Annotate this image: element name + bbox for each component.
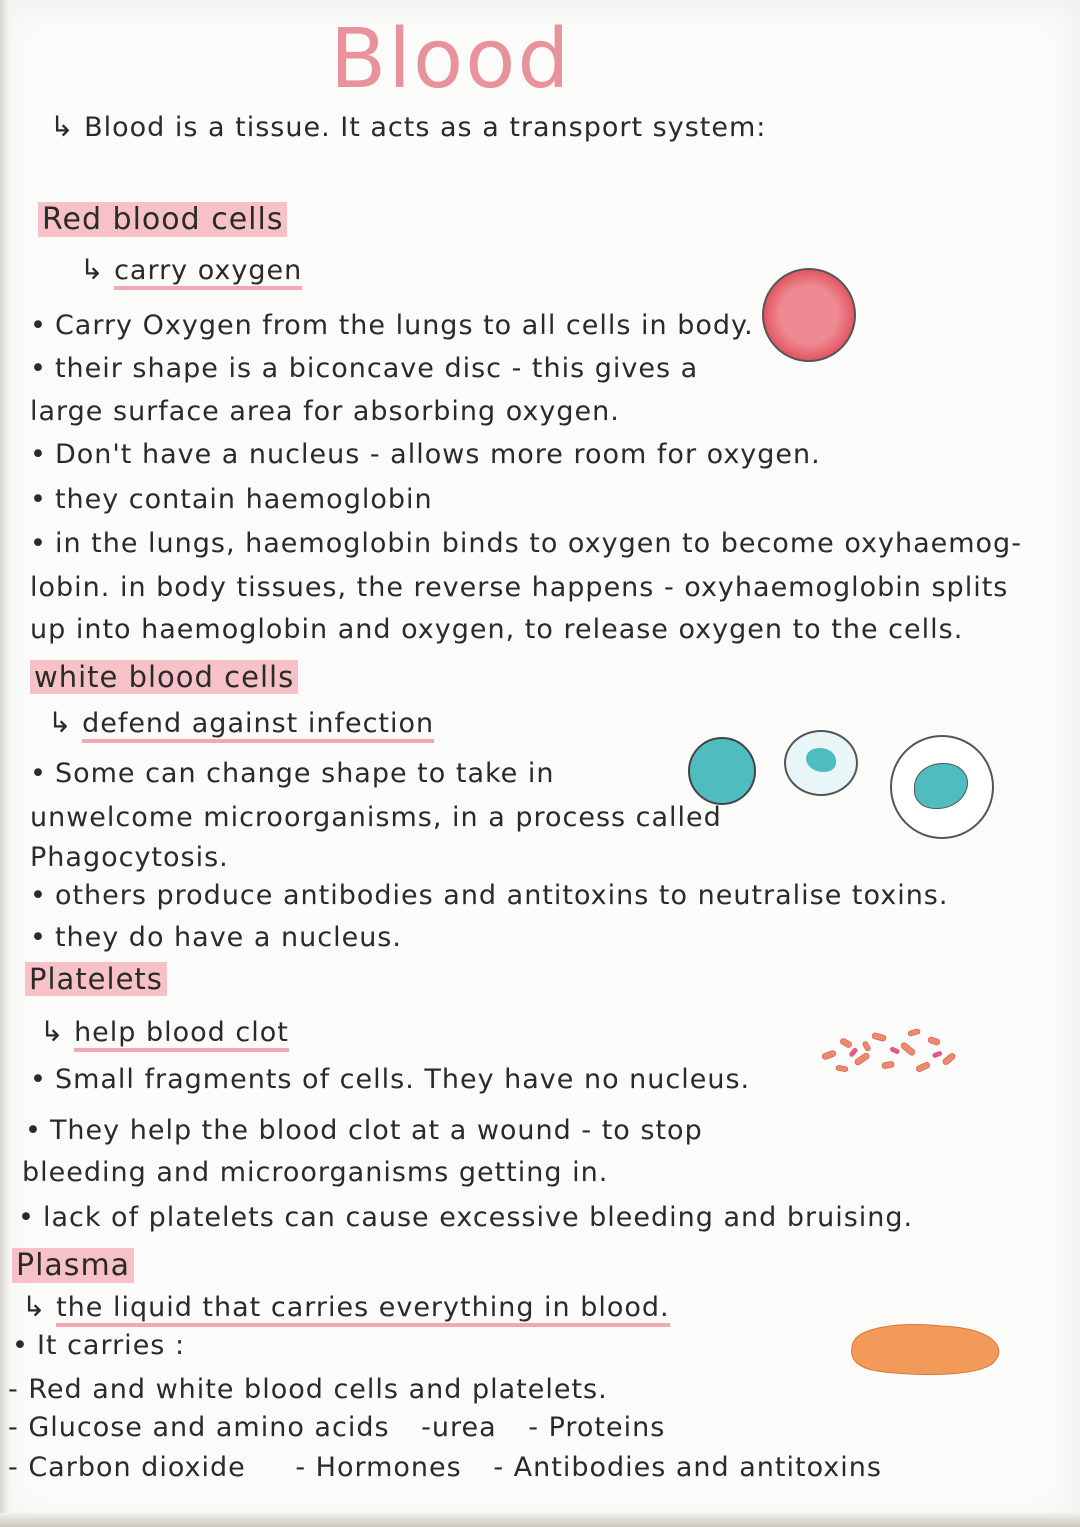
- red-heading: [38, 202, 287, 237]
- page-title: Blood: [330, 12, 572, 107]
- plasma-co2: - Carbon dioxide: [8, 1452, 246, 1483]
- hook-arrow-icon: ↳: [40, 1015, 65, 1048]
- white-cell-lobed-icon: [784, 730, 858, 796]
- page-left-edge: [0, 0, 10, 1527]
- hook-arrow-icon: ↳: [50, 110, 75, 143]
- plasma-antibodies: - Antibodies and antitoxins: [493, 1452, 882, 1483]
- platelets-cluster-icon: [812, 1022, 972, 1084]
- intro-text: Blood is a tissue. It acts as a transport system:: [84, 112, 767, 143]
- white-line-4: • others produce antibodies and antitoxins to neutralise toxins.: [30, 880, 948, 911]
- plasma-line-1: • It carries :: [12, 1330, 185, 1361]
- page-bottom-edge: [0, 1513, 1080, 1527]
- platelets-sub: [40, 1015, 289, 1048]
- red-line-2: • their shape is a biconcave disc - this gives a: [30, 353, 698, 384]
- red-line-5: • they contain haemoglobin: [30, 484, 433, 515]
- plasma-heading: [12, 1248, 134, 1283]
- plasma-heading-text: Plasma: [12, 1248, 134, 1283]
- platelets-heading-text: Platelets: [25, 962, 167, 996]
- white-line-3: Phagocytosis.: [30, 842, 229, 873]
- red-blood-cell-icon: [762, 268, 856, 362]
- plasma-glucose: - Glucose and amino acids: [8, 1412, 390, 1443]
- white-heading-text: white blood cells: [30, 660, 298, 694]
- red-heading-text: Red blood cells: [38, 202, 287, 237]
- white-cell-round-icon: [688, 737, 756, 805]
- hook-arrow-icon: ↳: [48, 706, 73, 739]
- plasma-proteins: - Proteins: [528, 1412, 666, 1443]
- platelets-line-3: bleeding and microorganisms getting in.: [22, 1157, 609, 1188]
- plasma-blob-icon: [842, 1318, 1012, 1380]
- platelets-heading: [25, 962, 167, 996]
- white-line-5: • they do have a nucleus.: [30, 922, 402, 953]
- platelets-line-4: • lack of platelets can cause excessive bleeding and bruising.: [18, 1202, 913, 1233]
- platelets-sub-text: help blood clot: [74, 1017, 289, 1052]
- red-line-6: • in the lungs, haemoglobin binds to oxygen to become oxyhaemog-: [30, 528, 1022, 559]
- white-heading: [30, 660, 298, 694]
- red-line-3: large surface area for absorbing oxygen.: [30, 396, 620, 427]
- red-line-7: lobin. in body tissues, the reverse happens - oxyhaemoglobin splits: [30, 572, 1009, 603]
- plasma-line-4: [8, 1452, 882, 1483]
- white-cell-ring-icon: [890, 735, 994, 839]
- plasma-hormones: - Hormones: [295, 1452, 462, 1483]
- intro-line: [50, 110, 766, 143]
- white-sub: [48, 706, 434, 739]
- hook-arrow-icon: ↳: [22, 1290, 47, 1323]
- hook-arrow-icon: ↳: [80, 253, 105, 286]
- red-line-4: • Don't have a nucleus - allows more room for oxygen.: [30, 439, 821, 470]
- plasma-sub-text: the liquid that carries everything in blood.: [56, 1292, 670, 1327]
- plasma-line-3: [8, 1412, 665, 1443]
- platelets-line-1: • Small fragments of cells. They have no nucleus.: [30, 1064, 750, 1095]
- plasma-urea: -urea: [421, 1412, 497, 1443]
- plasma-sub: [22, 1290, 670, 1323]
- white-sub-text: defend against infection: [82, 708, 434, 743]
- plasma-line-2: - Red and white blood cells and platelets.: [8, 1374, 608, 1405]
- white-line-2: unwelcome microorganisms, in a process called: [30, 802, 722, 833]
- red-line-8: up into haemoglobin and oxygen, to release oxygen to the cells.: [30, 614, 964, 645]
- red-sub: [80, 253, 302, 286]
- platelets-line-2: • They help the blood clot at a wound - to stop: [25, 1115, 703, 1146]
- red-sub-text: carry oxygen: [114, 255, 302, 290]
- red-line-1: • Carry Oxygen from the lungs to all cells in body.: [30, 310, 754, 341]
- white-line-1: • Some can change shape to take in: [30, 758, 554, 789]
